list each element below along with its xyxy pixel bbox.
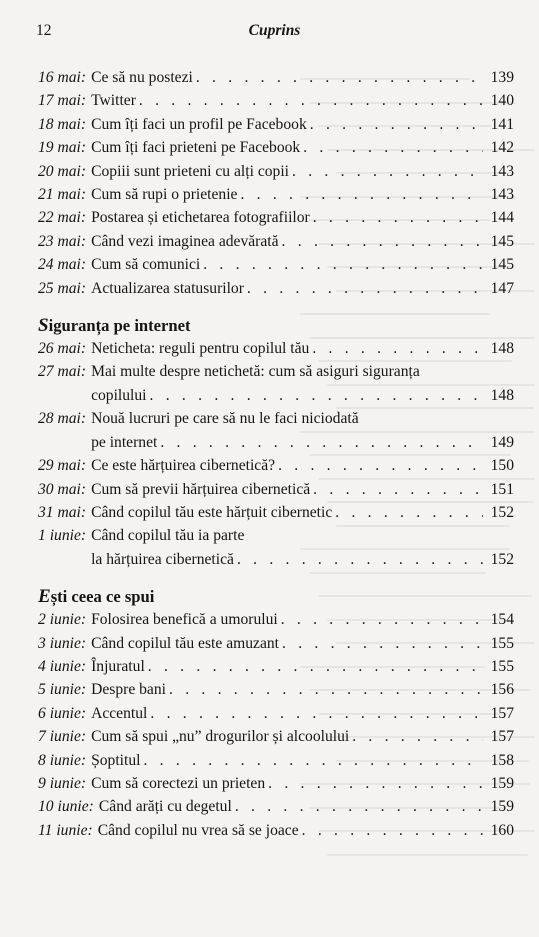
dot-leader [292, 160, 483, 183]
dot-leader [282, 230, 483, 253]
dot-leader [150, 384, 483, 407]
entry-date: 22 mai: [38, 209, 87, 227]
toc-entry [38, 136, 514, 159]
dot-leader [169, 678, 483, 701]
entry-page-number: 142 [490, 139, 514, 157]
entry-page-number: 152 [490, 550, 514, 568]
dot-leader [281, 608, 483, 631]
entry-page-number: 139 [490, 69, 514, 86]
toc-entry [38, 678, 514, 701]
toc-entry [38, 501, 514, 524]
toc-entry [38, 160, 514, 183]
entry-title: Postarea și etichetarea fotografiilor [91, 209, 310, 227]
entry-title: Folosirea benefică a umorului [91, 611, 278, 629]
section-heading [38, 314, 514, 337]
dot-leader [160, 431, 483, 454]
entry-title: Când copilul nu vrea să se joace [97, 821, 299, 839]
entry-title: pe internet [91, 433, 158, 451]
entry-page-number: 145 [490, 256, 514, 274]
entry-title: Când copilul tău ia parte [91, 527, 245, 545]
dot-leader [282, 632, 483, 655]
entry-page-number: 140 [490, 92, 514, 110]
entry-title: Twitter [91, 92, 136, 110]
dot-leader [313, 478, 483, 501]
entry-date: 1 iunie: [38, 527, 87, 545]
entry-date: 25 mai: [38, 279, 87, 297]
entry-page-number: 149 [490, 433, 514, 451]
toc-entry [38, 632, 514, 655]
toc-entry [38, 454, 514, 477]
entry-title: Copiii sunt prieteni cu alți copii [91, 162, 289, 180]
toc-entry [38, 407, 514, 454]
dot-leader [235, 795, 483, 818]
dot-leader [303, 136, 483, 159]
toc-entry [38, 230, 514, 253]
entry-date: 4 iunie: [38, 657, 87, 675]
entry-title: Când vezi imaginea adevărată [91, 232, 279, 250]
entry-page-number: 144 [490, 209, 514, 227]
dot-leader [310, 113, 483, 136]
toc-entry [38, 655, 514, 678]
section-title: iguranța pe internet [48, 316, 191, 336]
entry-title: Cum să corectezi un prieten [91, 774, 266, 792]
dot-leader [278, 454, 483, 477]
entry-title: Când copilul tău este hărțuit cibernetic [91, 503, 333, 521]
entry-title: Mai multe despre netichetă: cum să asiguri siguranța [91, 363, 420, 381]
entry-title: Nouă lucruri pe care să nu le faci niciodată [91, 410, 359, 428]
entry-date: 16 mai: [38, 69, 87, 86]
page-number: 12 [36, 22, 52, 39]
dot-leader [237, 548, 483, 571]
entry-title: Când copilul tău este amuzant [91, 634, 280, 652]
entry-date: 31 mai: [38, 503, 87, 521]
toc-entry [38, 702, 514, 725]
entry-title: Cum îți faci prieteni pe Facebook [91, 139, 301, 157]
entry-date: 19 mai: [38, 139, 87, 157]
entry-title: Când arăți cu degetul [98, 798, 232, 816]
entry-title: Ce să nu postezi [91, 69, 193, 86]
entry-title: Cum să comunici [91, 256, 201, 274]
table-of-contents [38, 66, 514, 842]
entry-date: 10 iunie: [38, 798, 94, 816]
entry-page-number: 154 [490, 611, 514, 629]
entry-date: 2 iunie: [38, 611, 87, 629]
entry-page-number: 145 [490, 232, 514, 250]
entry-date: 6 iunie: [38, 704, 87, 722]
toc-entry [38, 819, 514, 842]
toc-entry [38, 795, 514, 818]
entry-title: copilului [91, 386, 147, 404]
entry-date: 7 iunie: [38, 728, 87, 746]
entry-date: 11 iunie: [38, 821, 93, 839]
entry-title: Cum îți faci un profil pe Facebook [91, 115, 307, 133]
entry-page-number: 157 [490, 704, 514, 722]
dot-leader [240, 183, 483, 206]
section-title: ști ceea ce spui [50, 587, 155, 607]
entry-date: 17 mai: [38, 92, 87, 110]
entry-date: 24 mai: [38, 256, 87, 274]
entry-page-number: 150 [490, 457, 514, 475]
toc-entry [38, 277, 514, 300]
dot-leader [203, 253, 483, 276]
ghost-line [327, 854, 528, 856]
toc-entry [38, 253, 514, 276]
entry-date: 9 iunie: [38, 774, 87, 792]
toc-entry [38, 608, 514, 631]
section-initial: E [38, 586, 51, 608]
entry-date: 30 mai: [38, 480, 87, 498]
entry-title: Accentul [91, 704, 148, 722]
dot-leader [150, 702, 483, 725]
entry-page-number: 160 [490, 821, 514, 839]
entry-page-number: 151 [490, 480, 514, 498]
entry-date: 18 mai: [38, 115, 87, 133]
dot-leader [148, 655, 483, 678]
entry-page-number: 143 [490, 162, 514, 180]
entry-page-number: 155 [490, 657, 514, 675]
entry-title: Ce este hărțuirea cibernetică? [91, 457, 276, 475]
dot-leader [247, 277, 483, 300]
entry-date: 29 mai: [38, 457, 87, 475]
entry-page-number: 157 [490, 728, 514, 746]
entry-title: Șoptitul [91, 751, 141, 769]
entry-page-number: 148 [490, 386, 514, 404]
entry-date: 5 iunie: [38, 681, 87, 699]
toc-entry [38, 360, 514, 407]
toc-entry [38, 183, 514, 206]
entry-date: 26 mai: [38, 340, 87, 358]
dot-leader [313, 206, 483, 229]
running-title: Cuprins [248, 22, 301, 39]
entry-date: 28 mai: [38, 410, 87, 428]
entry-title: Cum să spui „nu” drogurilor și alcoolului [91, 728, 350, 746]
entry-title: Cum să rupi o prietenie [91, 186, 238, 204]
toc-entry [38, 66, 514, 89]
entry-date: 8 iunie: [38, 751, 87, 769]
toc-entry [38, 113, 514, 136]
entry-page-number: 148 [490, 340, 514, 358]
dot-leader [143, 749, 483, 772]
toc-entry [38, 478, 514, 501]
entry-date: 20 mai: [38, 162, 87, 180]
entry-date: 23 mai: [38, 232, 87, 250]
entry-page-number: 159 [490, 798, 514, 816]
entry-date: 3 iunie: [38, 634, 87, 652]
toc-entry [38, 206, 514, 229]
entry-date: 21 mai: [38, 186, 87, 204]
entry-title: Despre bani [91, 681, 166, 699]
entry-title: Înjuratul [91, 657, 145, 675]
section-initial: S [38, 315, 49, 337]
toc-entry [38, 772, 514, 795]
page-header [36, 22, 513, 42]
entry-page-number: 152 [490, 503, 514, 521]
entry-page-number: 158 [490, 751, 514, 769]
entry-title: Actualizarea statusurilor [91, 279, 244, 297]
entry-title: la hărțuirea cibernetică [91, 550, 234, 568]
entry-date: 27 mai: [38, 363, 87, 381]
entry-page-number: 141 [490, 115, 514, 133]
entry-page-number: 159 [490, 774, 514, 792]
section-heading [38, 585, 514, 608]
dot-leader [352, 725, 483, 748]
toc-entry [38, 749, 514, 772]
toc-entry [38, 524, 514, 571]
dot-leader [268, 772, 483, 795]
entry-title: Neticheta: reguli pentru copilul tău [91, 340, 310, 358]
dot-leader [312, 337, 483, 360]
entry-page-number: 143 [490, 186, 514, 204]
dot-leader [196, 66, 483, 89]
toc-entry [38, 89, 514, 112]
entry-page-number: 155 [490, 634, 514, 652]
dot-leader [139, 89, 483, 112]
entry-page-number: 147 [490, 279, 514, 297]
dot-leader [302, 819, 483, 842]
dot-leader [335, 501, 483, 524]
toc-entry [38, 337, 514, 360]
entry-title: Cum să previi hărțuirea cibernetică [91, 480, 311, 498]
entry-page-number: 156 [490, 681, 514, 699]
toc-entry [38, 725, 514, 748]
